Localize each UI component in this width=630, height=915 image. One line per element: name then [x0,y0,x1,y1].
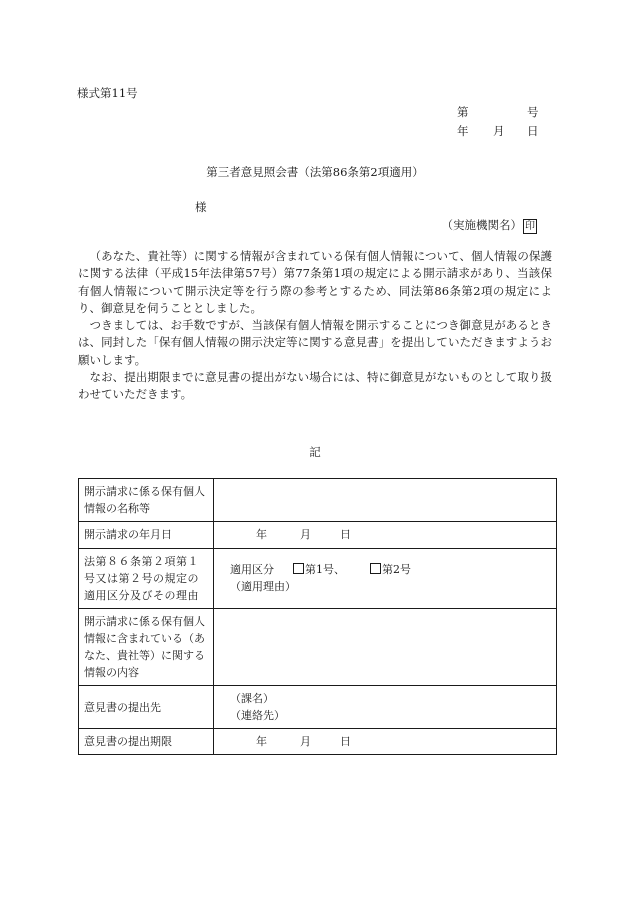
body-paragraph-2: つきましては、お手数ですが、当該保有個人情報を開示することにつき御意見があるときは、同封した「保有個人情報の開示決定等に関する意見書」を提出していただきますようお願いします。 [78,318,552,367]
row-value-info-name [214,479,557,522]
table-row [79,479,557,522]
row-label-submission-destination: 意見書の提出先 [79,686,214,729]
table-row [79,729,557,755]
category-label: 適用区分 [230,563,274,576]
checkbox-option-1[interactable] [293,563,304,574]
section-name-label: （課名） [230,692,274,705]
contact-label: （連絡先） [230,709,285,722]
table-row [79,522,557,549]
document-title: 第三者意見照会書（法第86条第2項適用） [206,165,424,179]
body-paragraph-1: （あなた、貴社等）に関する情報が含まれている保有個人情報について、個人情報の保護に関する法律（平成15年法律第57号）第77条第1項の規定による開示請求があり、当該保有個人情報について開示決定等を行う際の参考とするため、同法第86条第2項の規定により、御意見を伺うこととしました。 [78,249,552,315]
table-row [79,609,557,686]
request-date-month: 月 [300,528,311,541]
doc-number-prefix: 第 [457,105,469,119]
form-number: 様式第11号 [77,86,138,100]
doc-date-year: 年 [457,124,469,138]
deadline-month: 月 [300,735,311,748]
ki-heading: 記 [309,445,321,459]
request-date-year: 年 [256,528,267,541]
deadline-day: 日 [340,735,351,748]
row-value-info-content [214,609,557,686]
sender [442,217,538,234]
details-table [78,478,557,755]
table-row [79,686,557,729]
table-row [79,549,557,609]
checkbox-option-2[interactable] [370,563,381,574]
seal-mark: 印 [525,220,535,232]
doc-date-month: 月 [493,124,505,138]
row-label-submission-deadline: 意見書の提出期限 [79,729,214,755]
row-label-info-content: 開示請求に係る保有個人情報に含まれている（あなた、貴社等）に関する情報の内容 [79,609,214,686]
row-value-applicable-category [214,549,557,609]
body-text [78,248,552,404]
row-value-request-date [214,522,557,549]
row-label-info-name: 開示請求に係る保有個人情報の名称等 [79,479,214,522]
reason-label: （適用理由） [230,580,296,593]
addressee-suffix: 様 [195,200,207,214]
row-label-request-date: 開示請求の年月日 [79,522,214,549]
request-date-day: 日 [340,528,351,541]
row-value-submission-destination [214,686,557,729]
row-label-applicable-category: 法第８６条第２項第１号又は第２号の規定の適用区分及びその理由 [79,549,214,609]
option-1-label: 第1号、 [305,563,345,576]
sender-label: （実施機関名） [441,218,522,232]
doc-number-suffix: 号 [527,105,539,119]
row-value-submission-deadline [214,729,557,755]
deadline-year: 年 [256,735,267,748]
option-2-label: 第2号 [382,563,411,576]
doc-date-day: 日 [527,124,539,138]
body-paragraph-3: なお、提出期限までに意見書の提出がない場合には、特に御意見がないものとして取り扱わせていただきます。 [78,370,552,402]
